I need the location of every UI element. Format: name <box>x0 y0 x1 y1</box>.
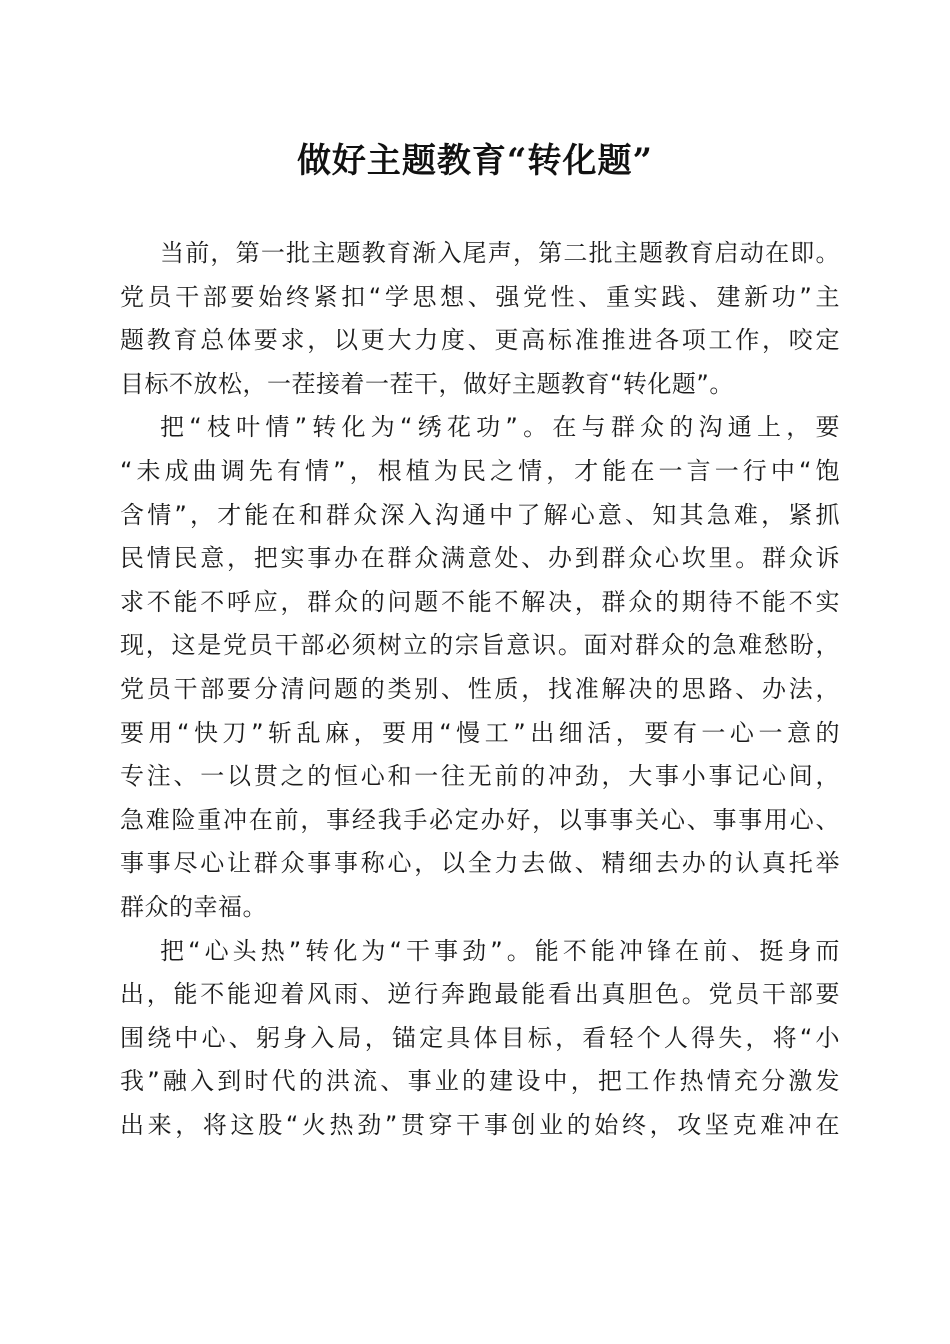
text-line: 当前，第一批主题教育渐入尾声，第二批主题教育启动在即。 <box>160 239 840 267</box>
document-title: 做好主题教育“转化题” <box>296 141 654 181</box>
text-line: 题教育总体要求，以更大力度、更高标准推进各项工作，咬定 <box>120 326 840 355</box>
text-line: 群众的幸福。 <box>120 892 267 921</box>
paragraph <box>120 406 840 929</box>
text-line: 出，能不能迎着风雨、逆行奔跑最能看出真胆色。党员干部要 <box>120 980 840 1009</box>
text-line: 现，这是党员干部必须树立的宗旨意识。面对群众的急难愁盼， <box>120 631 840 660</box>
text-line: 含情”，才能在和群众深入沟通中了解心意、知其急难，紧抓 <box>120 500 840 529</box>
text-line: 民情民意，把实事办在群众满意处、办到群众心坎里。群众诉 <box>120 544 840 573</box>
text-line: 专注、一以贯之的恒心和一往无前的冲劲，大事小事记心间， <box>120 762 840 791</box>
text-line: 党员干部要分清问题的类别、性质，找准解决的思路、办法， <box>120 674 840 703</box>
text-line: “未成曲调先有情”，根植为民之情，才能在一言一行中“饱 <box>120 456 840 485</box>
paragraph <box>120 930 840 1148</box>
text-line: 求不能不呼应，群众的问题不能不解决，群众的期待不能不实 <box>120 587 840 616</box>
text-line: 事事尽心让群众事事称心，以全力去做、精细去办的认真托举 <box>120 849 840 878</box>
text-line: 出来，将这股“火热劲”贯穿干事创业的始终，攻坚克难冲在 <box>120 1110 840 1139</box>
paragraph <box>120 232 840 406</box>
text-line: 党员干部要始终紧扣“学思想、强党性、重实践、建新功”主 <box>120 282 840 311</box>
text-line: 我”融入到时代的洪流、事业的建设中，把工作热情充分激发 <box>120 1067 840 1096</box>
text-line: 围绕中心、躬身入局，锚定具体目标，看轻个人得失，将“小 <box>120 1023 840 1052</box>
document-body <box>120 232 840 1147</box>
text-line: 要用“快刀”斩乱麻，要用“慢工”出细活，要有一心一意的 <box>120 718 840 747</box>
text-line: 把“枝叶情”转化为“绣花功”。在与群众的沟通上，要 <box>160 413 840 442</box>
text-line: 把“心头热”转化为“干事劲”。能不能冲锋在前、挺身而 <box>160 936 840 965</box>
text-line: 急难险重冲在前，事经我手必定办好，以事事关心、事事用心、 <box>120 805 840 834</box>
text-line: 目标不放松，一茬接着一茬干，做好主题教育“转化题”。 <box>120 369 734 398</box>
